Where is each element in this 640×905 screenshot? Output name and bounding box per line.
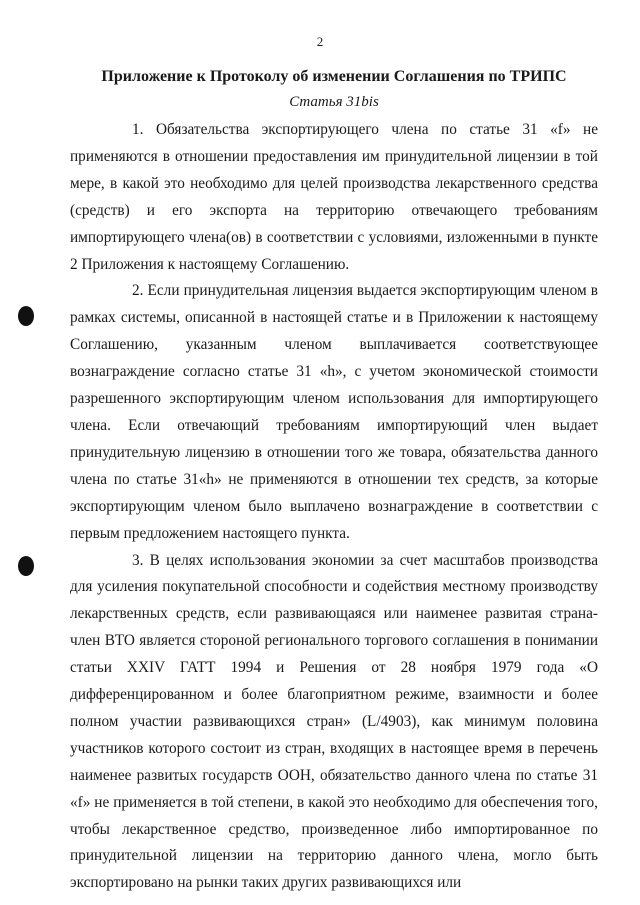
document-title: Приложение к Протоколу об изменении Соглашения по ТРИПС — [101, 68, 567, 85]
punch-hole — [18, 556, 34, 576]
document-body — [70, 117, 598, 897]
punch-hole — [18, 306, 34, 326]
paragraph-3: 3. В целях использования экономии за счет масштабов производства для усиления покупательной способности и содействия местному производству лекарственных средств, если развивающаяся или наименее развитая страна-член ВТО является стороной регионального торгового соглашения в понимании статьи XXIV ГАТТ 1994 и Решения от 28 ноября 1979 года «О дифференцированном и более благоприятном режиме, взаимности и более полном участии развивающихся стран» (L/4903), как минимум половина участников которого состоит из стран, входящих в настоящее время в перечень наименее развитых государств ООН, обязательство данного члена по статье 31 «f» не применяется в той степени, в какой это необходимо для обеспечения того, чтобы лекарственное средство, произведенное либо импортированное по принудительной лицензии на территорию данного члена, могло быть экспортировано на рынки таких других развивающихся или — [70, 551, 598, 892]
article-heading: Статья 31bis — [289, 94, 379, 110]
paragraph-1: 1. Обязательства экспортирующего члена по статье 31 «f» не применяются в отношении предоставления им принудительной лицензии в той мере, в какой это необходимо для целей производства лекарственного средства (средств) и его экспорта на территорию отвечающего требованиям импортирующего члена(ов) в соответствии с условиями, изложенными в пункте 2 Приложения к настоящему Соглашению. — [70, 121, 598, 273]
page-number: 2 — [316, 34, 324, 49]
paragraph-2: 2. Если принудительная лицензия выдается экспортирующим членом в рамках системы, описанной в настоящей статье и в Приложении к настоящему Соглашению, указанным членом выплачивается соответствующее вознаграждение согласно статье 31 «h», с учетом экономической стоимости разрешенного экспортирующим членом использования для импортирующего члена. Если отвечающий требованиям импортирующий член выдает принудительную лицензию в отношении того же товара, обязательства данного члена по статье 31«h» не применяются в отношении тех средств, за которые экспортирующим членом было выплачено вознаграждение в соответствии с первым предложением настоящего пункта. — [70, 282, 598, 542]
